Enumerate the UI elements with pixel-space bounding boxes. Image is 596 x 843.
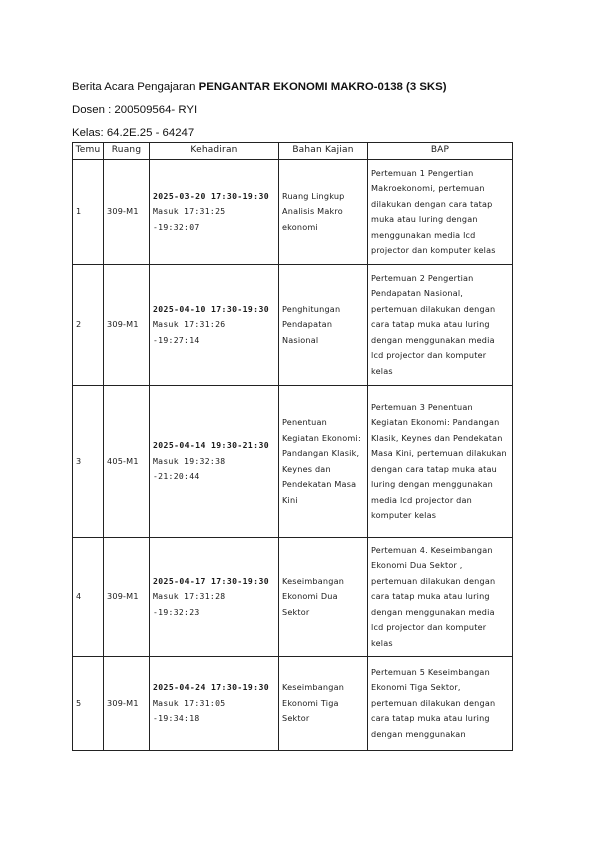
cell-ruang: 309-M1: [104, 538, 150, 657]
cell-temu: 2: [73, 265, 104, 386]
cell-kehadiran: [150, 657, 279, 751]
session-time: 2025-04-17 17:30-19:30: [153, 575, 270, 586]
table-row: [73, 386, 513, 538]
column-header-ruang: Ruang: [104, 143, 150, 160]
table-header-row: [73, 143, 513, 160]
cell-bahan-kajian: Penghitungan Pendapatan Nasional: [279, 265, 368, 386]
check-in-time: Masuk 17:31:28 -19:32:23: [153, 591, 226, 617]
cell-kehadiran: [150, 265, 279, 386]
check-in-time: Masuk 17:31:25 -19:32:07: [153, 206, 226, 232]
session-time: 2025-03-20 17:30-19:30: [153, 190, 270, 201]
check-in-time: Masuk 17:31:26 -19:27:14: [153, 319, 226, 345]
cell-bahan-kajian: Keseimbangan Ekonomi Dua Sektor: [279, 538, 368, 657]
column-header-kehadiran: Kehadiran: [150, 143, 279, 160]
cell-bap: Pertemuan 4. Keseimbangan Ekonomi Dua Sektor , pertemuan dilakukan dengan cara tatap muka atau luring dengan menggunakan media lcd projector dan komputer kelas: [368, 538, 513, 657]
check-in-time: Masuk 19:32:38 -21:20:44: [153, 455, 226, 482]
cell-ruang: 309-M1: [104, 265, 150, 386]
table-row: [73, 265, 513, 386]
session-time: 2025-04-14 19:30-21:30: [153, 440, 270, 451]
cell-bap: Pertemuan 5 Keseimbangan Ekonomi Tiga Sektor, pertemuan dilakukan dengan cara tatap muka atau luring dengan menggunakan: [368, 657, 513, 751]
cell-temu: 4: [73, 538, 104, 657]
cell-temu: 3: [73, 386, 104, 538]
lecturer-line: Dosen : 200509564- RYI: [72, 104, 198, 116]
column-header-bap: BAP: [368, 143, 513, 160]
cell-bahan-kajian: Penentuan Kegiatan Ekonomi: Pandangan Klasik, Keynes dan Pendekatan Masa Kini: [279, 386, 368, 538]
column-header-bahan-kajian: Bahan Kajian: [279, 143, 368, 160]
class-line: Kelas: 64.2E.25 - 64247: [72, 127, 195, 139]
cell-ruang: 309-M1: [104, 657, 150, 751]
document-header: [72, 76, 532, 145]
cell-bap: Pertemuan 2 Pengertian Pendapatan Nasional, pertemuan dilakukan dengan cara tatap muka atau luring dengan menggunakan media lcd projector dan komputer kelas: [368, 265, 513, 386]
cell-temu: 5: [73, 657, 104, 751]
course-name: PENGANTAR EKONOMI MAKRO-0138 (3 SKS): [198, 81, 447, 93]
table-row: [73, 538, 513, 657]
cell-kehadiran: [150, 160, 279, 265]
title-prefix: Berita Acara Pengajaran: [72, 81, 196, 93]
session-time: 2025-04-24 17:30-19:30: [153, 682, 270, 693]
cell-ruang: 309-M1: [104, 160, 150, 265]
column-header-temu: Temu: [73, 143, 104, 160]
attendance-table: [72, 142, 513, 751]
cell-bahan-kajian: Ruang Lingkup Analisis Makro ekonomi: [279, 160, 368, 265]
table-row: [73, 160, 513, 265]
cell-bap: Pertemuan 1 Pengertian Makroekonomi, pertemuan dilakukan dengan cara tatap muka atau luring dengan menggunakan media lcd projector dan komputer kelas: [368, 160, 513, 265]
check-in-time: Masuk 17:31:05 -19:34:18: [153, 697, 226, 724]
cell-bap: Pertemuan 3 Penentuan Kegiatan Ekonomi: Pandangan Klasik, Keynes dan Pendekatan Masa Kini, pertemuan dilakukan dengan cara tatap muka atau luring dengan menggunakan media lcd projector dan komputer kelas: [368, 386, 513, 538]
table-row: [73, 657, 513, 751]
document-title: [72, 76, 532, 99]
cell-kehadiran: [150, 538, 279, 657]
cell-bahan-kajian: Keseimbangan Ekonomi Tiga Sektor: [279, 657, 368, 751]
session-time: 2025-04-10 17:30-19:30: [153, 303, 270, 314]
cell-ruang: 405-M1: [104, 386, 150, 538]
cell-kehadiran: [150, 386, 279, 538]
cell-temu: 1: [73, 160, 104, 265]
